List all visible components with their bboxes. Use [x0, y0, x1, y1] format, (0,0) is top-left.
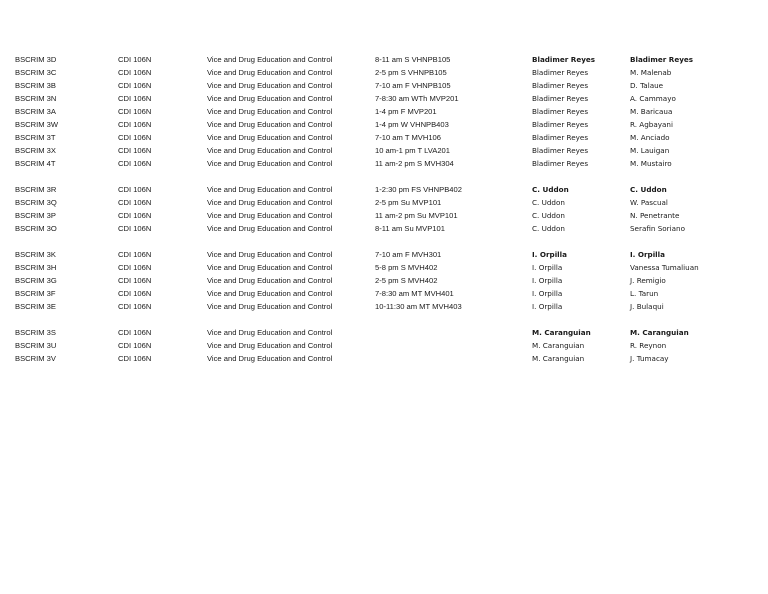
coordinator-cell: M. Caranguian — [532, 354, 585, 363]
course-title-cell: Vice and Drug Education and Control — [207, 354, 333, 363]
schedule-cell: 2-5 pm Su MVP101 — [375, 198, 442, 207]
course-title-cell: Vice and Drug Education and Control — [207, 120, 333, 129]
coordinator-cell: Bladimer Reyes — [532, 146, 589, 155]
course-code-cell: CDI 106N — [118, 159, 152, 168]
course-code-cell: CDI 106N — [118, 81, 152, 90]
schedule-cell: 7-10 am T MVH106 — [375, 133, 441, 142]
coordinator-cell: I. Orpilla — [532, 289, 563, 298]
schedule-cell: 2-5 pm S MVH402 — [375, 276, 438, 285]
course-code-cell: CDI 106N — [118, 263, 152, 272]
table-row — [0, 326, 768, 339]
coordinator-cell: C. Uddon — [532, 185, 569, 194]
coordinator-cell: C. Uddon — [532, 224, 565, 233]
course-code-cell: CDI 106N — [118, 68, 152, 77]
course-title-cell: Vice and Drug Education and Control — [207, 224, 333, 233]
coordinator-cell: Bladimer Reyes — [532, 81, 589, 90]
schedule-cell: 7-10 am F VHNPB105 — [375, 81, 451, 90]
section-cell: BSCRIM 3D — [15, 55, 57, 64]
section-cell: BSCRIM 3H — [15, 263, 57, 272]
schedule-cell: 7-8:30 am WTh MVP201 — [375, 94, 459, 103]
coordinator-cell: M. Caranguian — [532, 341, 585, 350]
coordinator-cell: Bladimer Reyes — [532, 120, 589, 129]
section-cell: BSCRIM 3P — [15, 211, 56, 220]
course-code-cell: CDI 106N — [118, 107, 152, 116]
table-row — [0, 209, 768, 222]
course-title-cell: Vice and Drug Education and Control — [207, 198, 333, 207]
row-group — [0, 326, 768, 365]
course-code-cell: CDI 106N — [118, 185, 152, 194]
coordinator-cell: Bladimer Reyes — [532, 107, 589, 116]
course-code-cell: CDI 106N — [118, 250, 152, 259]
faculty-cell: Bladimer Reyes — [630, 55, 694, 64]
coordinator-cell: Bladimer Reyes — [532, 133, 589, 142]
course-title-cell: Vice and Drug Education and Control — [207, 133, 333, 142]
faculty-cell: R. Agbayani — [630, 120, 673, 129]
schedule-cell: 1-2:30 pm FS VHNPB402 — [375, 185, 462, 194]
course-code-cell: CDI 106N — [118, 328, 152, 337]
section-cell: BSCRIM 3R — [15, 185, 57, 194]
table-row — [0, 92, 768, 105]
section-cell: BSCRIM 3Q — [15, 198, 57, 207]
faculty-cell: M. Caranguian — [630, 328, 689, 337]
faculty-cell: M. Anciado — [630, 133, 670, 142]
faculty-cell: I. Orpilla — [630, 250, 665, 259]
faculty-cell: C. Uddon — [630, 185, 667, 194]
row-group — [0, 53, 768, 170]
table-row — [0, 261, 768, 274]
section-cell: BSCRIM 3C — [15, 68, 57, 77]
coordinator-cell: I. Orpilla — [532, 250, 567, 259]
course-title-cell: Vice and Drug Education and Control — [207, 289, 333, 298]
table-row — [0, 196, 768, 209]
faculty-cell: J. Bulaqui — [630, 302, 664, 311]
course-code-cell: CDI 106N — [118, 354, 152, 363]
schedule-cell: 11 am-2 pm Su MVP101 — [375, 211, 458, 220]
faculty-cell: M. Malenab — [630, 68, 672, 77]
course-code-cell: CDI 106N — [118, 302, 152, 311]
faculty-cell: W. Pascual — [630, 198, 668, 207]
course-title-cell: Vice and Drug Education and Control — [207, 211, 333, 220]
faculty-cell: M. Mustairo — [630, 159, 672, 168]
course-code-cell: CDI 106N — [118, 120, 152, 129]
course-code-cell: CDI 106N — [118, 55, 152, 64]
section-cell: BSCRIM 4T — [15, 159, 56, 168]
section-cell: BSCRIM 3T — [15, 133, 56, 142]
course-title-cell: Vice and Drug Education and Control — [207, 146, 333, 155]
coordinator-cell: I. Orpilla — [532, 302, 563, 311]
table-row — [0, 157, 768, 170]
section-cell: BSCRIM 3S — [15, 328, 56, 337]
table-row — [0, 118, 768, 131]
schedule-cell: 10-11:30 am MT MVH403 — [375, 302, 462, 311]
schedule-cell: 1-4 pm W VHNPB403 — [375, 120, 449, 129]
course-title-cell: Vice and Drug Education and Control — [207, 107, 333, 116]
faculty-cell: N. Penetrante — [630, 211, 680, 220]
section-cell: BSCRIM 3V — [15, 354, 56, 363]
coordinator-cell: M. Caranguian — [532, 328, 591, 337]
section-cell: BSCRIM 3X — [15, 146, 56, 155]
course-title-cell: Vice and Drug Education and Control — [207, 328, 333, 337]
coordinator-cell: Bladimer Reyes — [532, 94, 589, 103]
section-cell: BSCRIM 3O — [15, 224, 57, 233]
row-group — [0, 248, 768, 313]
course-title-cell: Vice and Drug Education and Control — [207, 341, 333, 350]
coordinator-cell: Bladimer Reyes — [532, 159, 589, 168]
section-cell: BSCRIM 3K — [15, 250, 56, 259]
course-title-cell: Vice and Drug Education and Control — [207, 94, 333, 103]
table-row — [0, 287, 768, 300]
coordinator-cell: Bladimer Reyes — [532, 55, 596, 64]
course-title-cell: Vice and Drug Education and Control — [207, 276, 333, 285]
schedule-cell: 5-8 pm S MVH402 — [375, 263, 438, 272]
course-code-cell: CDI 106N — [118, 289, 152, 298]
course-code-cell: CDI 106N — [118, 224, 152, 233]
table-row — [0, 144, 768, 157]
course-title-cell: Vice and Drug Education and Control — [207, 185, 333, 194]
course-code-cell: CDI 106N — [118, 276, 152, 285]
table-row — [0, 274, 768, 287]
course-title-cell: Vice and Drug Education and Control — [207, 81, 333, 90]
schedule-cell: 8-11 am S VHNPB105 — [375, 55, 451, 64]
section-cell: BSCRIM 3A — [15, 107, 56, 116]
schedule-cell: 1-4 pm F MVP201 — [375, 107, 437, 116]
faculty-cell: M. Lauigan — [630, 146, 670, 155]
course-code-cell: CDI 106N — [118, 94, 152, 103]
faculty-cell: J. Tumacay — [630, 354, 669, 363]
faculty-cell: L. Tarun — [630, 289, 659, 298]
schedule-cell: 10 am-1 pm T LVA201 — [375, 146, 450, 155]
table-row — [0, 131, 768, 144]
table-row — [0, 222, 768, 235]
table-row — [0, 183, 768, 196]
schedule-cell: 8-11 am Su MVP101 — [375, 224, 445, 233]
section-cell: BSCRIM 3G — [15, 276, 57, 285]
course-code-cell: CDI 106N — [118, 341, 152, 350]
coordinator-cell: I. Orpilla — [532, 263, 563, 272]
section-cell: BSCRIM 3F — [15, 289, 56, 298]
table-row — [0, 300, 768, 313]
section-cell: BSCRIM 3E — [15, 302, 56, 311]
schedule-cell: 2-5 pm S VHNPB105 — [375, 68, 447, 77]
section-cell: BSCRIM 3W — [15, 120, 59, 129]
faculty-cell: M. Baricaua — [630, 107, 673, 116]
coordinator-cell: I. Orpilla — [532, 276, 563, 285]
course-code-cell: CDI 106N — [118, 198, 152, 207]
faculty-cell: J. Remigio — [630, 276, 666, 285]
coordinator-cell: Bladimer Reyes — [532, 68, 589, 77]
course-code-cell: CDI 106N — [118, 133, 152, 142]
schedule-cell: 11 am-2 pm S MVH304 — [375, 159, 454, 168]
table-row — [0, 105, 768, 118]
course-title-cell: Vice and Drug Education and Control — [207, 68, 333, 77]
course-title-cell: Vice and Drug Education and Control — [207, 302, 333, 311]
faculty-cell: R. Reynon — [630, 341, 667, 350]
faculty-cell: Vanessa Tumaliuan — [630, 263, 699, 272]
coordinator-cell: C. Uddon — [532, 198, 565, 207]
schedule-sheet — [0, 53, 768, 378]
table-row — [0, 79, 768, 92]
row-group — [0, 183, 768, 235]
course-code-cell: CDI 106N — [118, 211, 152, 220]
schedule-cell: 7-8:30 am MT MVH401 — [375, 289, 454, 298]
section-cell: BSCRIM 3B — [15, 81, 56, 90]
section-cell: BSCRIM 3U — [15, 341, 57, 350]
coordinator-cell: C. Uddon — [532, 211, 565, 220]
table-row — [0, 339, 768, 352]
table-row — [0, 53, 768, 66]
faculty-cell: Serafin Soriano — [630, 224, 685, 233]
table-row — [0, 66, 768, 79]
schedule-cell: 7-10 am F MVH301 — [375, 250, 442, 259]
course-title-cell: Vice and Drug Education and Control — [207, 159, 333, 168]
course-code-cell: CDI 106N — [118, 146, 152, 155]
course-title-cell: Vice and Drug Education and Control — [207, 250, 333, 259]
course-title-cell: Vice and Drug Education and Control — [207, 55, 333, 64]
faculty-cell: D. Talaue — [630, 81, 664, 90]
course-title-cell: Vice and Drug Education and Control — [207, 263, 333, 272]
table-row — [0, 352, 768, 365]
faculty-cell: A. Cammayo — [630, 94, 676, 103]
section-cell: BSCRIM 3N — [15, 94, 57, 103]
table-row — [0, 248, 768, 261]
